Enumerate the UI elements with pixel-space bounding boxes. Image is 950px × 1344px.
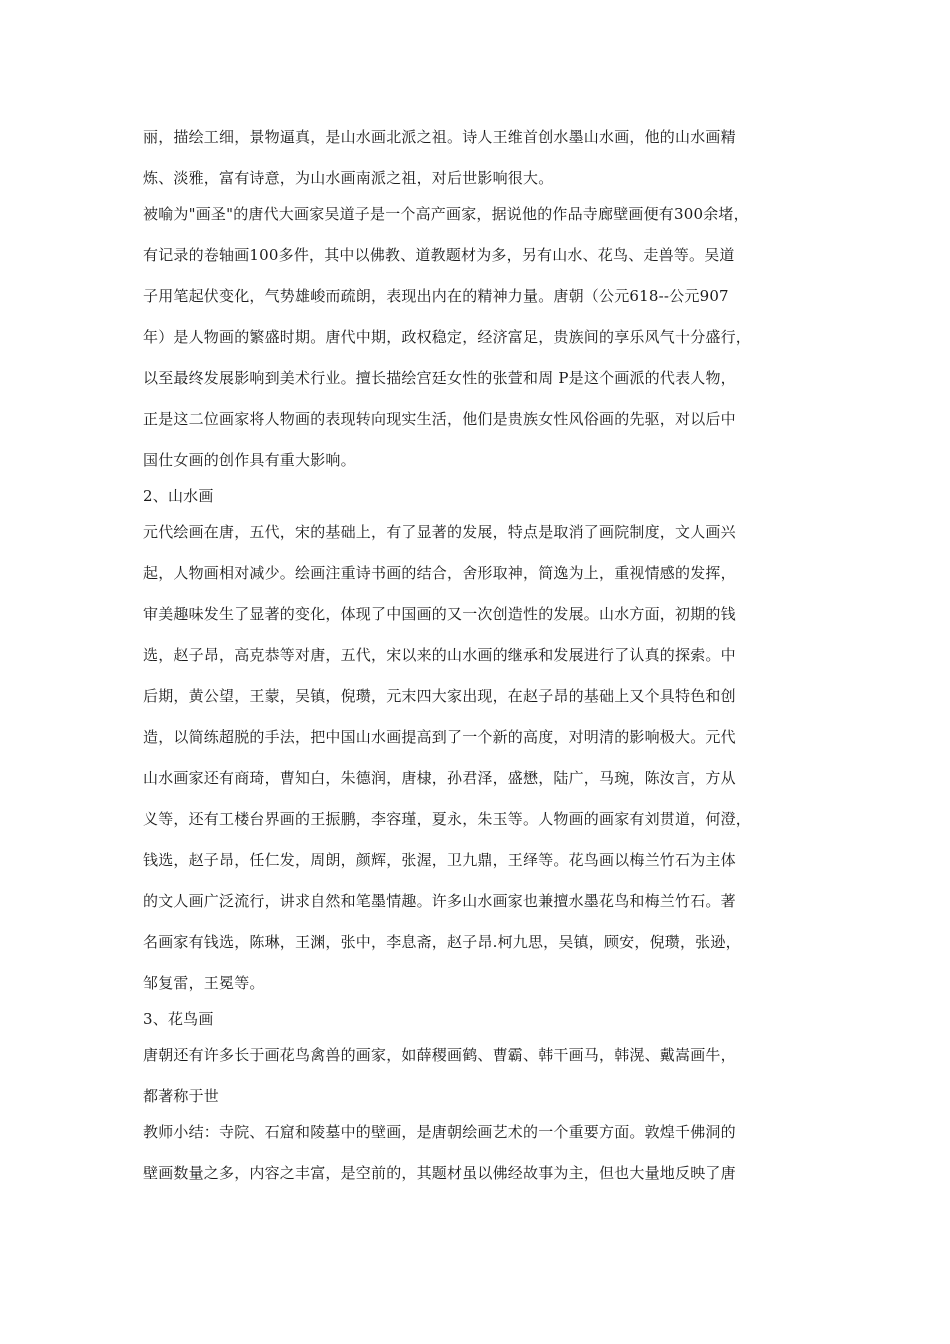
text-line: 以至最终发展影响到美术行业。擅长描绘宫廷女性的张萱和周 P是这个画派的代表人物， bbox=[143, 369, 736, 387]
text-line: 国仕女画的创作具有重大影响。 bbox=[143, 451, 356, 469]
text-line: 唐朝还有许多长于画花鸟禽兽的画家，如薛稷画鹤、曹霸、韩干画马，韩滉、戴嵩画牛， bbox=[143, 1046, 736, 1064]
text-line: 审美趣味发生了显著的变化，体现了中国画的又一次创造性的发展。山水方面，初期的钱 bbox=[143, 605, 736, 623]
text-line: 后期，黄公望，王蒙，吴镇，倪瓒，元末四大家出现，在赵子昂的基础上又个具特色和创 bbox=[143, 687, 736, 705]
section-heading: 2、山水画 bbox=[143, 487, 214, 505]
text-line: 教师小结：寺院、石窟和陵墓中的壁画，是唐朝绘画艺术的一个重要方面。敦煌千佛洞的 bbox=[143, 1123, 736, 1141]
text-line: 正是这二位画家将人物画的表现转向现实生活，他们是贵族女性风俗画的先驱，对以后中 bbox=[143, 410, 736, 428]
text-line: 山水画家还有商琦，曹知白，朱德润，唐棣，孙君泽，盛懋，陆广，马琬，陈汝言，方从 bbox=[143, 769, 736, 787]
section-heading: 3、花鸟画 bbox=[143, 1010, 214, 1028]
text-line: 选，赵子昂，高克恭等对唐，五代，宋以来的山水画的继承和发展进行了认真的探索。中 bbox=[143, 646, 736, 664]
text-line: 名画家有钱选，陈琳，王渊，张中，李息斋，赵子昂.柯九思，吴镇，顾安，倪瓒，张逊， bbox=[143, 933, 741, 951]
text-line: 炼、淡雅，富有诗意，为山水画南派之祖，对后世影响很大。 bbox=[143, 169, 554, 187]
text-line: 钱选，赵子昂，任仁发，周朗，颜辉，张渥，卫九鼎，王绎等。花鸟画以梅兰竹石为主体 bbox=[143, 851, 736, 869]
text-line: 被喻为"画圣"的唐代大画家吴道子是一个高产画家，据说他的作品寺廊壁画便有300余堵， bbox=[143, 205, 749, 223]
text-line: 丽，描绘工细，景物逼真，是山水画北派之祖。诗人王维首创水墨山水画，他的山水画精 bbox=[143, 128, 736, 146]
text-line: 元代绘画在唐，五代，宋的基础上，有了显著的发展，特点是取消了画院制度，文人画兴 bbox=[143, 523, 736, 541]
text-line: 都著称于世 bbox=[143, 1087, 220, 1105]
text-line: 子用笔起伏变化，气势雄峻而疏朗，表现出内在的精神力量。唐朝（公元618--公元907 bbox=[143, 287, 729, 305]
text-line: 义等，还有工楼台界画的王振鹏，李容瑾，夏永，朱玉等。人物画的画家有刘贯道，何澄， bbox=[143, 810, 752, 828]
text-line: 邹复雷，王冕等。 bbox=[143, 974, 265, 992]
text-line: 起，人物画相对减少。绘画注重诗书画的结合，舍形取神，简逸为上，重视情感的发挥， bbox=[143, 564, 736, 582]
text-line: 造，以简练超脱的手法，把中国山水画提高到了一个新的高度，对明清的影响极大。元代 bbox=[143, 728, 736, 746]
text-line: 年）是人物画的繁盛时期。唐代中期，政权稳定，经济富足，贵族间的享乐风气十分盛行， bbox=[143, 328, 752, 346]
text-line: 有记录的卷轴画100多件，其中以佛教、道教题材为多，另有山水、花鸟、走兽等。吴道 bbox=[143, 246, 735, 264]
text-line: 的文人画广泛流行，讲求自然和笔墨情趣。许多山水画家也兼擅水墨花鸟和梅兰竹石。著 bbox=[143, 892, 736, 910]
text-line: 壁画数量之多，内容之丰富，是空前的，其题材虽以佛经故事为主，但也大量地反映了唐 bbox=[143, 1164, 736, 1182]
